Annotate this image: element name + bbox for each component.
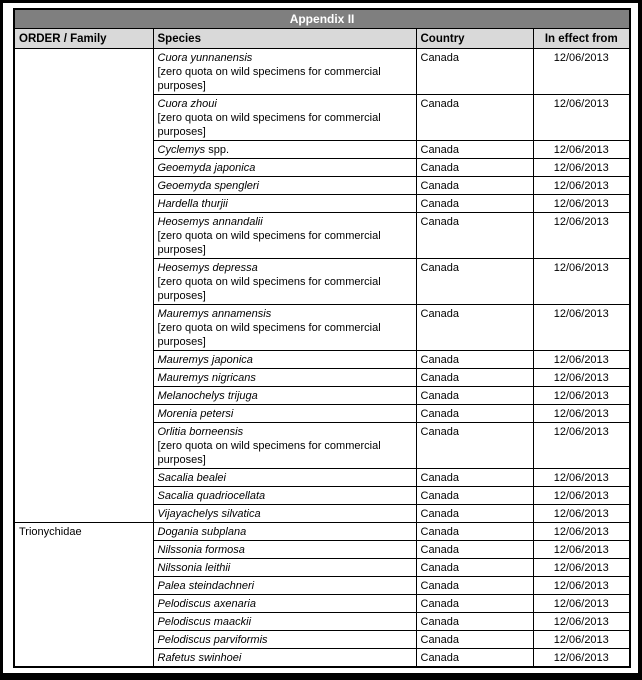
country-cell: Canada <box>416 213 533 259</box>
species-cell <box>153 213 416 259</box>
date-cell: 12/06/2013 <box>533 577 630 595</box>
country-cell: Canada <box>416 559 533 577</box>
date-cell: 12/06/2013 <box>533 469 630 487</box>
species-name: Morenia petersi <box>157 408 234 420</box>
species-note: [zero quota on wild specimens for commercial purposes] <box>157 276 381 302</box>
country-cell: Canada <box>416 649 533 668</box>
species-name: Mauremys annamensis <box>157 308 272 320</box>
date-cell: 12/06/2013 <box>533 369 630 387</box>
date-cell: 12/06/2013 <box>533 259 630 305</box>
date-cell: 12/06/2013 <box>533 177 630 195</box>
country-cell: Canada <box>416 423 533 469</box>
table-row <box>14 49 630 95</box>
family-cell <box>14 49 153 523</box>
species-cell <box>153 351 416 369</box>
species-name: Pelodiscus maackii <box>157 616 252 628</box>
date-cell: 12/06/2013 <box>533 541 630 559</box>
date-cell: 12/06/2013 <box>533 95 630 141</box>
table-head <box>14 9 630 49</box>
column-header-row <box>14 29 630 49</box>
date-cell: 12/06/2013 <box>533 631 630 649</box>
country-cell: Canada <box>416 159 533 177</box>
country-cell: Canada <box>416 387 533 405</box>
country-cell: Canada <box>416 523 533 541</box>
species-cell <box>153 541 416 559</box>
date-cell: 12/06/2013 <box>533 405 630 423</box>
country-cell: Canada <box>416 469 533 487</box>
species-cell <box>153 387 416 405</box>
column-header-order-family: ORDER / Family <box>14 29 153 49</box>
species-cell <box>153 195 416 213</box>
species-cell <box>153 159 416 177</box>
species-cell <box>153 613 416 631</box>
country-cell: Canada <box>416 49 533 95</box>
date-cell: 12/06/2013 <box>533 595 630 613</box>
species-name: Heosemys annandalii <box>157 216 263 228</box>
species-cell <box>153 405 416 423</box>
date-cell: 12/06/2013 <box>533 423 630 469</box>
species-note: [zero quota on wild specimens for commercial purposes] <box>157 230 381 256</box>
country-cell: Canada <box>416 141 533 159</box>
species-cell <box>153 49 416 95</box>
species-cell <box>153 423 416 469</box>
country-cell: Canada <box>416 405 533 423</box>
species-name: Vijayachelys silvatica <box>157 508 261 520</box>
species-note: [zero quota on wild specimens for commercial purposes] <box>157 112 381 138</box>
species-name: Nilssonia leithii <box>157 562 231 574</box>
date-cell: 12/06/2013 <box>533 505 630 523</box>
date-cell: 12/06/2013 <box>533 159 630 177</box>
title-row <box>14 9 630 29</box>
country-cell: Canada <box>416 259 533 305</box>
date-cell: 12/06/2013 <box>533 195 630 213</box>
country-cell: Canada <box>416 613 533 631</box>
species-name: Cuora yunnanensis <box>157 52 253 64</box>
species-cell <box>153 95 416 141</box>
species-cell <box>153 595 416 613</box>
species-cell <box>153 469 416 487</box>
date-cell: 12/06/2013 <box>533 351 630 369</box>
species-cell <box>153 305 416 351</box>
date-cell: 12/06/2013 <box>533 141 630 159</box>
country-cell: Canada <box>416 95 533 141</box>
date-cell: 12/06/2013 <box>533 649 630 668</box>
species-name: Palea steindachneri <box>157 580 255 592</box>
date-cell: 12/06/2013 <box>533 305 630 351</box>
species-name: Orlitia borneensis <box>157 426 244 438</box>
species-name: Heosemys depressa <box>157 262 258 274</box>
species-note: [zero quota on wild specimens for commercial purposes] <box>157 66 381 92</box>
species-suffix: spp. <box>205 144 230 156</box>
species-name: Mauremys nigricans <box>157 372 256 384</box>
column-header-species: Species <box>153 29 416 49</box>
column-header-in-effect-from: In effect from <box>533 29 630 49</box>
country-cell: Canada <box>416 351 533 369</box>
family-cell: Trionychidae <box>14 523 153 668</box>
species-name: Pelodiscus axenaria <box>157 598 256 610</box>
country-cell: Canada <box>416 369 533 387</box>
species-name: Mauremys japonica <box>157 354 253 366</box>
table-row <box>14 523 630 541</box>
species-cell <box>153 369 416 387</box>
species-note: [zero quota on wild specimens for commercial purposes] <box>157 322 381 348</box>
column-header-country: Country <box>416 29 533 49</box>
species-name: Cuora zhoui <box>157 98 217 110</box>
table-body <box>14 49 630 668</box>
country-cell: Canada <box>416 631 533 649</box>
country-cell: Canada <box>416 541 533 559</box>
species-name: Geoemyda spengleri <box>157 180 260 192</box>
species-cell <box>153 631 416 649</box>
date-cell: 12/06/2013 <box>533 487 630 505</box>
species-name: Cyclemys <box>157 144 206 156</box>
date-cell: 12/06/2013 <box>533 613 630 631</box>
country-cell: Canada <box>416 487 533 505</box>
species-name: Nilssonia formosa <box>157 544 245 556</box>
species-cell <box>153 487 416 505</box>
date-cell: 12/06/2013 <box>533 387 630 405</box>
date-cell: 12/06/2013 <box>533 523 630 541</box>
species-cell <box>153 559 416 577</box>
species-cell <box>153 141 416 159</box>
species-name: Pelodiscus parviformis <box>157 634 268 646</box>
table-title: Appendix II <box>14 9 630 29</box>
date-cell: 12/06/2013 <box>533 559 630 577</box>
date-cell: 12/06/2013 <box>533 213 630 259</box>
country-cell: Canada <box>416 595 533 613</box>
species-cell <box>153 577 416 595</box>
date-cell: 12/06/2013 <box>533 49 630 95</box>
species-cell <box>153 505 416 523</box>
species-cell <box>153 177 416 195</box>
country-cell: Canada <box>416 195 533 213</box>
species-cell <box>153 649 416 668</box>
species-name: Geoemyda japonica <box>157 162 256 174</box>
country-cell: Canada <box>416 305 533 351</box>
species-name: Dogania subplana <box>157 526 247 538</box>
species-name: Sacalia bealei <box>157 472 226 484</box>
appendix-table <box>13 8 631 668</box>
species-cell <box>153 523 416 541</box>
country-cell: Canada <box>416 505 533 523</box>
species-name: Sacalia quadriocellata <box>157 490 266 502</box>
species-name: Melanochelys trijuga <box>157 390 258 402</box>
country-cell: Canada <box>416 177 533 195</box>
country-cell: Canada <box>416 577 533 595</box>
species-name: Hardella thurjii <box>157 198 228 210</box>
species-name: Rafetus swinhoei <box>157 652 242 664</box>
species-note: [zero quota on wild specimens for commercial purposes] <box>157 440 381 466</box>
species-cell <box>153 259 416 305</box>
